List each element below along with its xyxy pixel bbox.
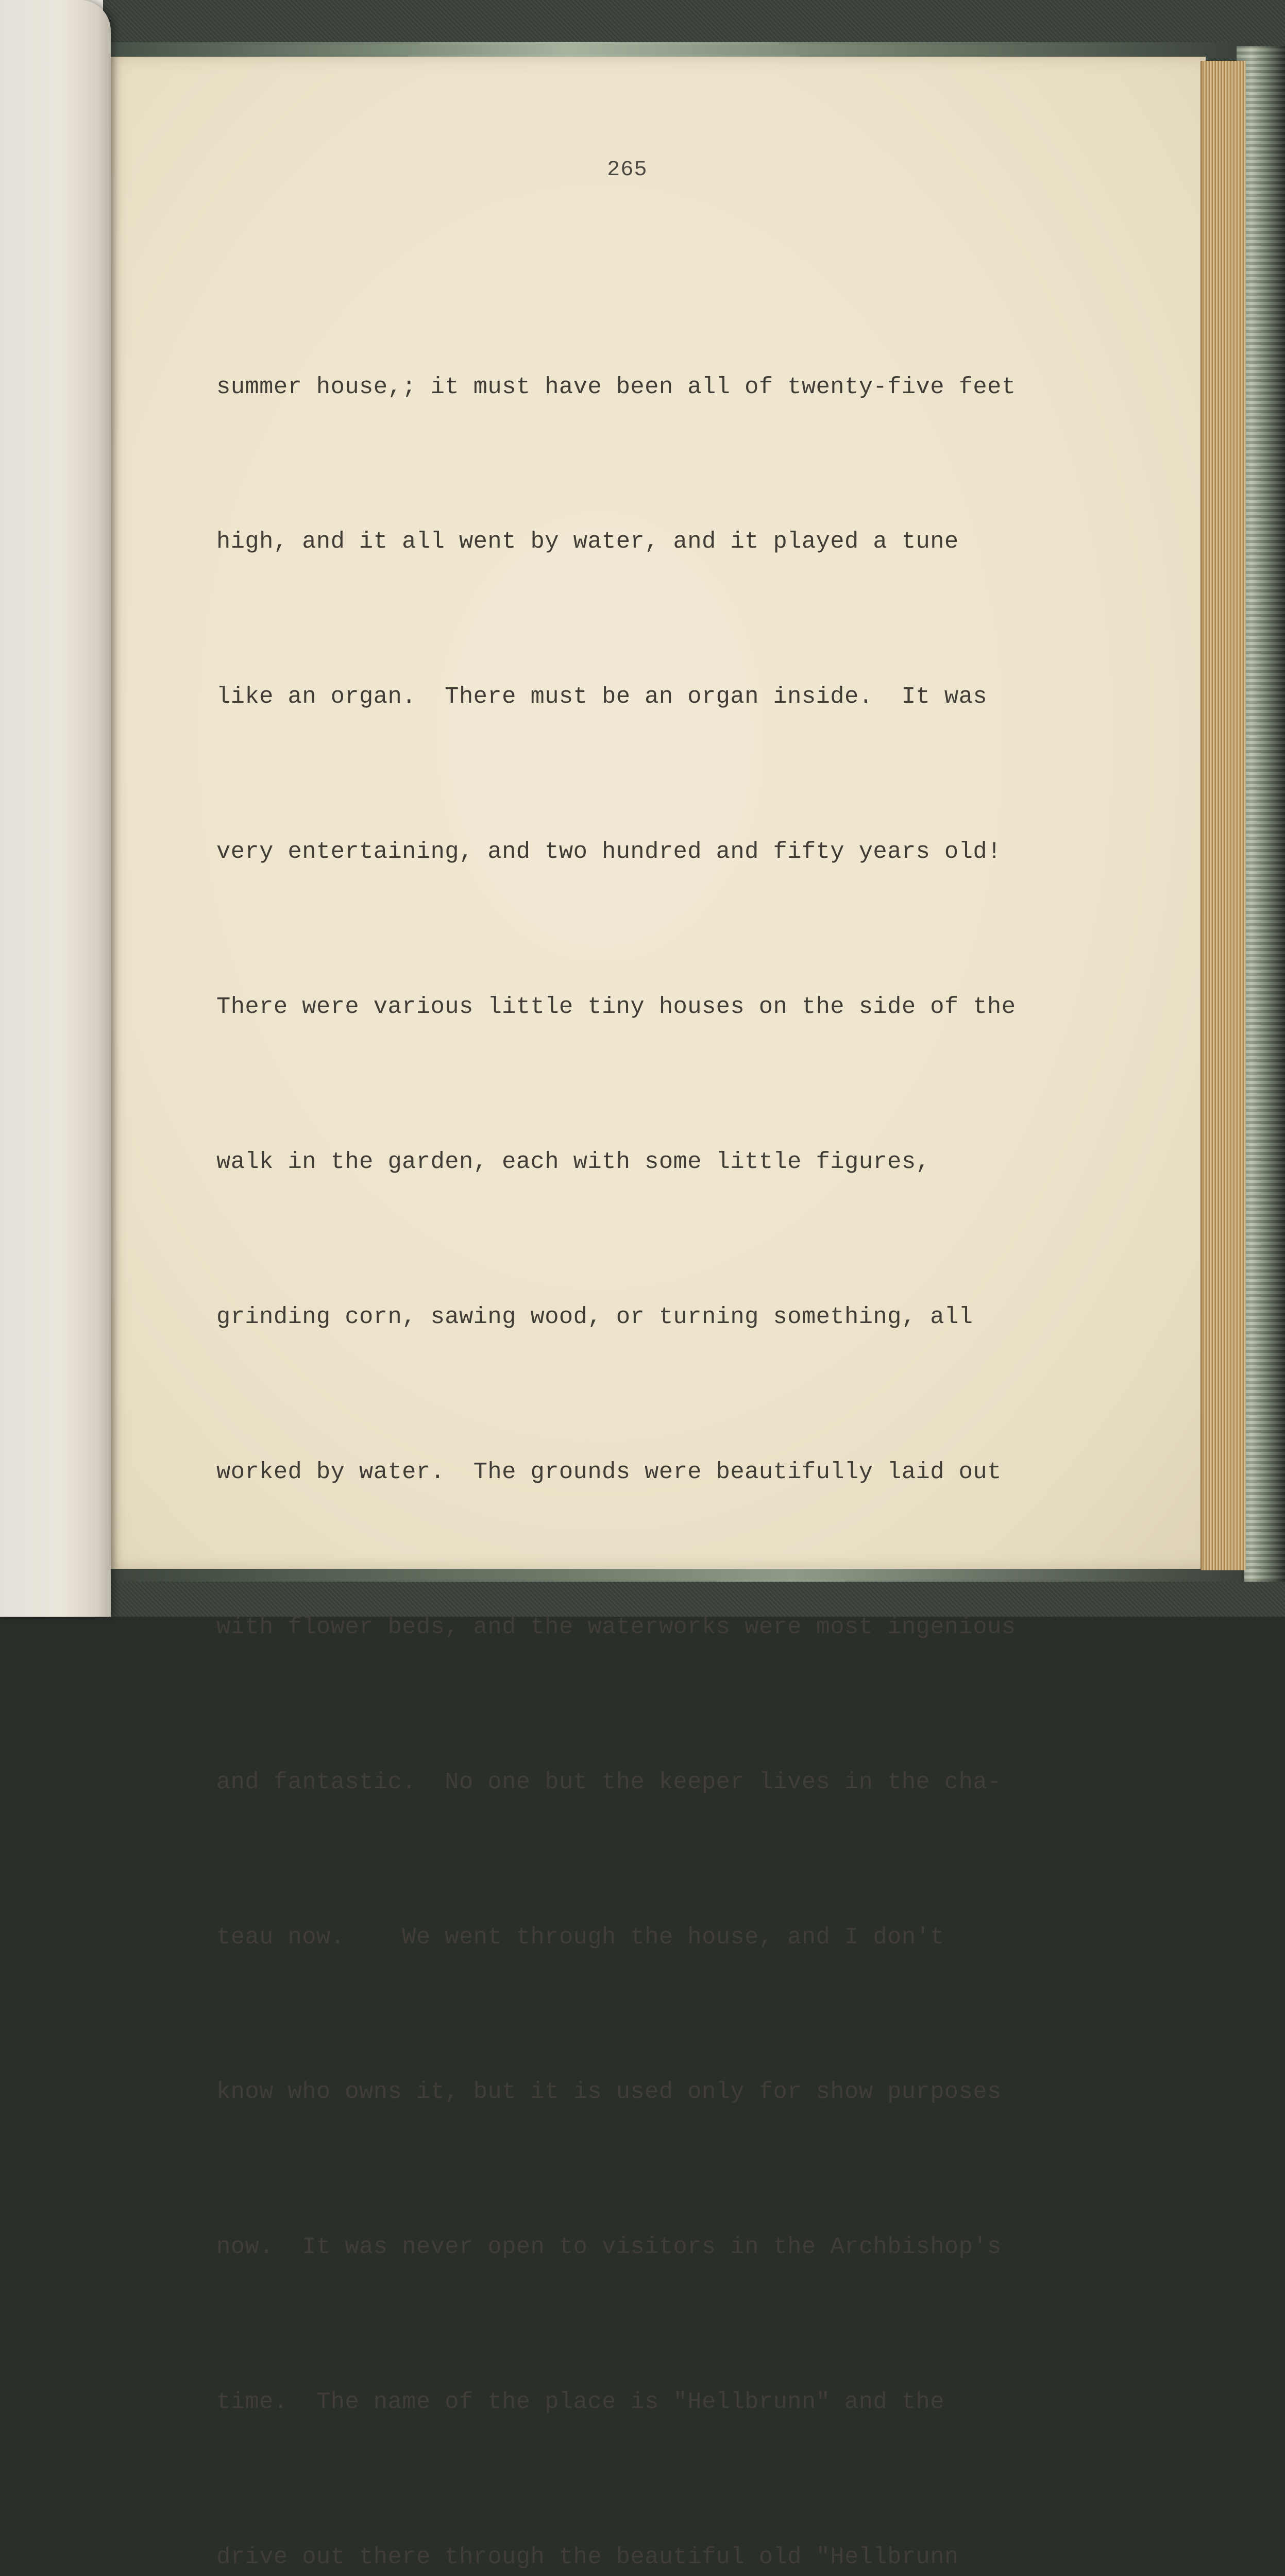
page-number: 265	[607, 157, 648, 182]
text-line: teau now. We went through the house, and I don't	[216, 1923, 944, 1951]
facing-page-edge	[0, 0, 111, 1617]
page-block-edges	[1201, 61, 1246, 1570]
text-line: high, and it all went by water, and it played a tune	[216, 528, 959, 555]
text-line: like an organ. There must be an organ inside. It was	[216, 683, 988, 710]
text-line: worked by water. The grounds were beautifully laid out	[216, 1458, 1002, 1485]
text-line: drive out there through the beautiful old "Hellbrunn	[216, 2544, 959, 2571]
text-line: with flower beds, and the waterworks were most ingenious	[216, 1613, 1016, 1640]
text-line: time. The name of the place is "Hellbrunn" and the	[216, 2388, 944, 2416]
text-line: summer house,; it must have been all of twenty-five feet	[216, 373, 1016, 400]
text-line: grinding corn, sawing wood, or turning something, all	[216, 1303, 973, 1330]
text-line: walk in the garden, each with some little figures,	[216, 1148, 931, 1176]
text-line: now. It was never open to visitors in the Archbishop's	[216, 2233, 1002, 2261]
text-line: and fantastic. No one but the keeper lives in the cha-	[216, 1768, 1002, 1795]
text-line: very entertaining, and two hundred and fifty years old!	[216, 838, 1002, 866]
typewritten-text	[216, 258, 1092, 2576]
text-line: There were various little tiny houses on the side of the	[216, 993, 1016, 1021]
text-line: know who owns it, but it is used only for show purposes	[216, 2078, 1002, 2106]
cover-top-edge	[111, 42, 1255, 58]
